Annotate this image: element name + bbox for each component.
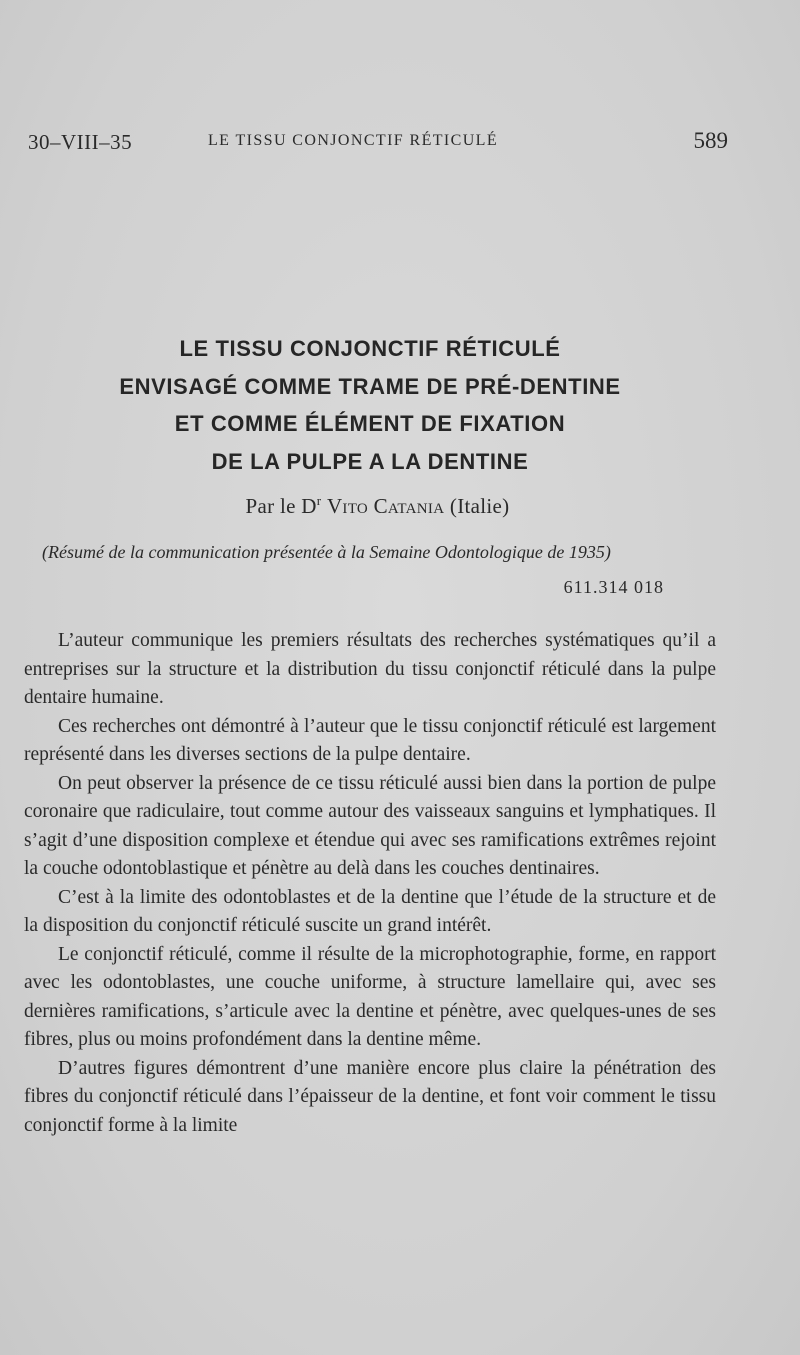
running-head: [28, 128, 728, 158]
title-line: DE LA PULPE A LA DENTINE: [211, 448, 529, 474]
paragraph: Le conjonctif réticulé, comme il résulte de la microphotographie, forme, en rapport avec les odontoblastes, une couche uniforme, à structure lamellaire qui, avec ses dernières ramifications, s’articule avec la dentine et pénètre, avec quelques-unes de ses fibres, plus ou moins profondément dans la dentine même.: [24, 943, 716, 1050]
page-number: 589: [693, 128, 728, 153]
byline: [0, 493, 755, 519]
author-country: (Italie): [449, 494, 510, 518]
article-body: [24, 627, 716, 1140]
byline-prefix: Par le D: [245, 494, 317, 518]
title-line: LE TISSU CONJONCTIF RÉTICULÉ: [179, 336, 561, 361]
paragraph: D’autres figures démontrent d’une manière encore plus claire la pénétration des fibres du conjonctif réticulé dans l’épaisseur de la dentine, et font voir comment le tissu conjonctif forme à la limite: [24, 1057, 716, 1136]
paragraph: Ces recherches ont démontré à l’auteur que le tissu conjonctif réticulé est largement représenté dans les diverses sections de la pulpe dentaire.: [24, 715, 716, 765]
paragraph: L’auteur communique les premiers résultats des recherches systématiques qu’il a entreprises sur la structure et la distribution du tissu conjonctif réticulé dans la pulpe dentaire humaine.: [24, 630, 716, 708]
classification-number: 611.314 018: [563, 577, 664, 597]
running-title: LE TISSU CONJONCTIF RÉTICULÉ: [208, 132, 499, 149]
paragraph: C’est à la limite des odontoblastes et de la dentine que l’étude de la structure et de la disposition du conjonctif réticulé suscite un grand intérêt.: [24, 886, 716, 936]
author-name: Vito Catania: [326, 494, 445, 518]
issue-date: 30–VIII–35: [28, 130, 133, 154]
byline-superscript: r: [316, 493, 322, 508]
title-line: ET COMME ÉLÉMENT DE FIXATION: [174, 411, 566, 436]
paragraph: On peut observer la présence de ce tissu réticulé aussi bien dans la portion de pulpe coronaire que radiculaire, tout comme autour des vaisseaux sanguins et lymphatiques. Il s’agit d’une disposition complexe et étendue qui avec ses ramifications extrêmes rejoint la couche odontoblastique et pénètre au delà dans les couches dentinaires.: [24, 772, 716, 879]
title-line: ENVISAGÉ COMME TRAME DE PRÉ-DENTINE: [119, 373, 621, 399]
summary-note: (Résumé de la communication présentée à la Semaine Odontologique de 1935): [42, 542, 611, 562]
article-title: [0, 330, 740, 480]
